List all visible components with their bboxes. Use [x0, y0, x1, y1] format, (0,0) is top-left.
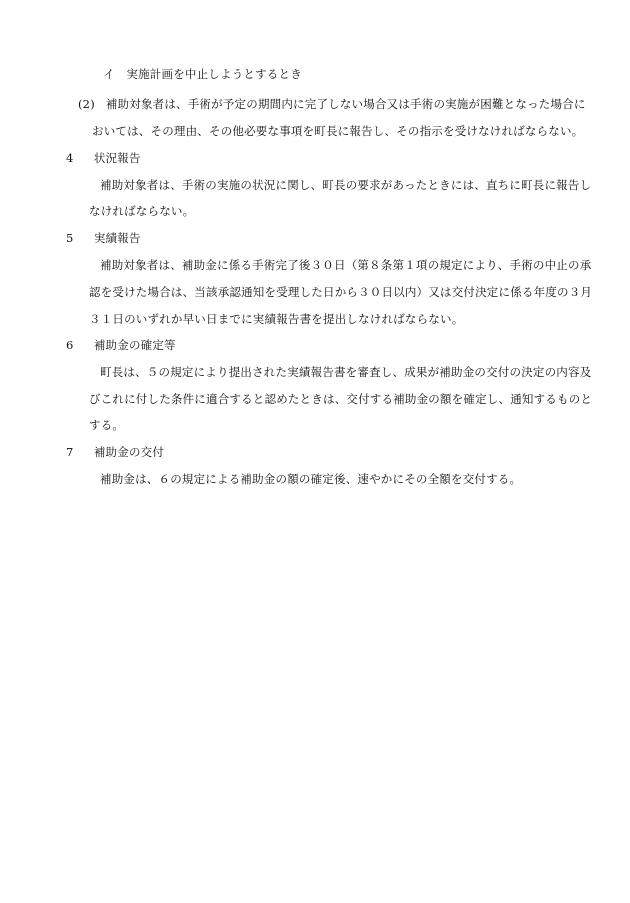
item-2-line [78, 97, 586, 111]
section-5-para-line-3 [89, 312, 463, 326]
section-7-heading [66, 445, 164, 459]
section-5-para-line-2 [89, 285, 592, 299]
section-6-text-2: びこれに付した条件に適合すると認めたときは、交付する補助金の額を確定し、通知するものと [89, 392, 593, 406]
section-6-text-3: する。 [89, 418, 125, 432]
section-4-number: 4 [66, 151, 74, 165]
section-5-para-line-1 [100, 258, 591, 272]
section-6-text-1: 町長は、５の規定により提出された実績報告書を審査し、成果が補助金の交付の決定の内容及 [100, 365, 592, 379]
section-4-text-2: なければならない。 [89, 204, 195, 218]
section-5-text-1: 補助対象者は、補助金に係る手術完了後３０日（第８条第１項の規定により、手術の中止の承 [100, 258, 592, 272]
section-5-text-2: 認を受けた場合は、当該承認通知を受理した日から３０日以内）又は交付決定に係る年度の３月 [89, 285, 593, 299]
item-2-number: (2) [78, 97, 95, 111]
item-2-text: 補助対象者は、手術が予定の期間内に完了しない場合又は手術の実施が困難となった場合に [105, 97, 586, 111]
section-4-para-line-1 [100, 178, 591, 192]
section-6-number: 6 [66, 338, 74, 352]
section-6-para-line-2 [89, 392, 592, 406]
section-5-number: 5 [66, 231, 74, 245]
section-4-text-1: 補助対象者は、手術の実施の状況に関し、町長の要求があったときには、直ちに町長に報告し [100, 178, 592, 192]
section-6-title: 補助金の確定等 [93, 338, 176, 352]
section-7-text-1: 補助金は、６の規定による補助金の額の確定後、速やかにその全額を交付する。 [100, 472, 522, 486]
item-2-text-cont: おいては、その理由、その他必要な事項を町長に報告し、その指示を受けなければならない。 [92, 124, 584, 138]
section-7-number: 7 [66, 445, 74, 459]
item-i-line [103, 67, 302, 81]
item-2-continuation [92, 124, 583, 138]
section-4-para-line-2 [89, 204, 194, 218]
section-4-title: 状況報告 [93, 151, 141, 165]
section-4-heading [66, 151, 141, 165]
section-7-para-line-1 [100, 472, 521, 486]
section-5-title: 実績報告 [93, 231, 141, 245]
section-6-heading [66, 338, 176, 352]
section-5-text-3: ３１日のいずれか早い日までに実績報告書を提出しなければならない。 [89, 312, 464, 326]
item-i-text: イ 実施計画を中止しようとするとき [103, 67, 302, 81]
section-6-para-line-3 [89, 418, 124, 432]
section-7-title: 補助金の交付 [93, 445, 165, 459]
section-6-para-line-1 [100, 365, 591, 379]
section-5-heading [66, 231, 141, 245]
